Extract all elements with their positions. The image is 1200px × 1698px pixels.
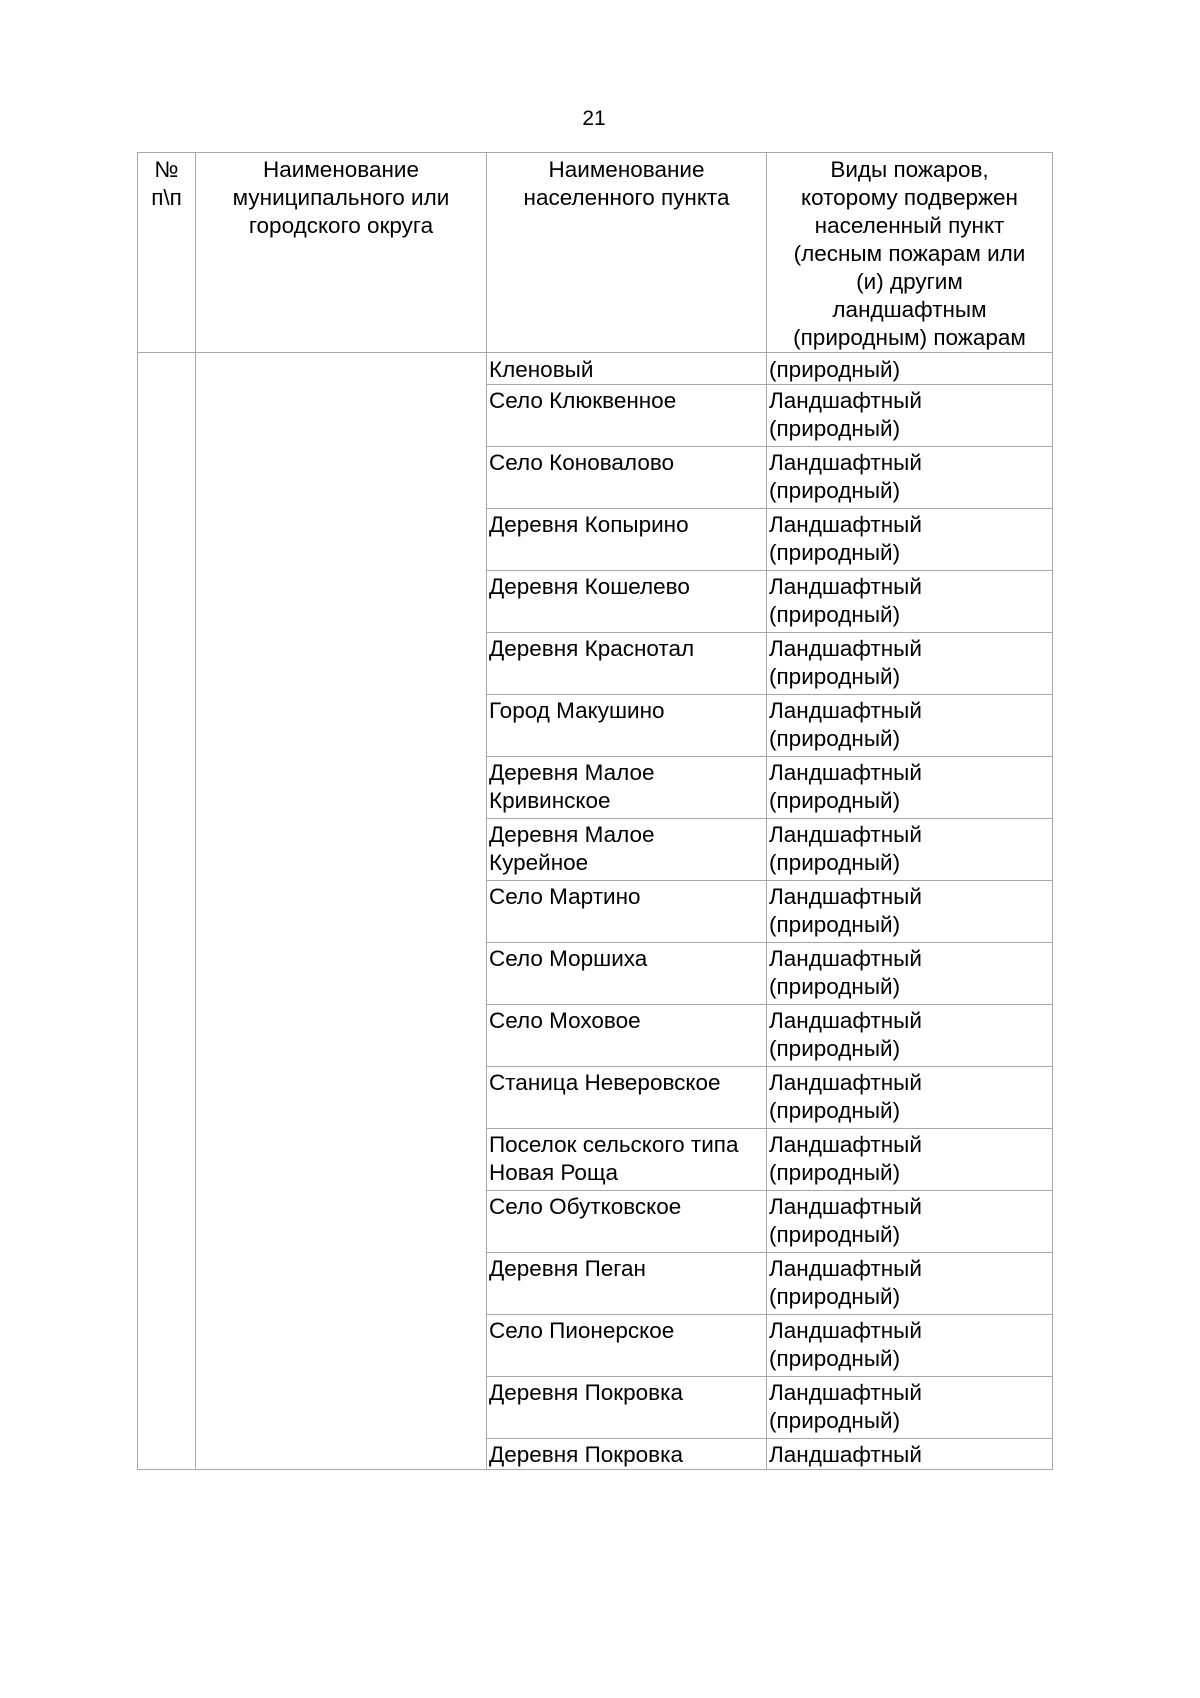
settlement-name: Деревня Покровка [489, 1442, 683, 1467]
header-line: п\п [151, 185, 182, 210]
header-fire-types [767, 153, 1053, 353]
table-header-row [138, 153, 1053, 353]
fire-type: Ландшафтный [769, 1008, 922, 1033]
fire-type-cell [767, 695, 1053, 757]
settlement-name: Село Моховое [489, 1008, 641, 1033]
header-line: городского округа [248, 213, 434, 238]
table-body [138, 353, 1053, 1470]
municipality-cell [196, 353, 487, 1470]
fire-type: Ландшафтный [769, 574, 922, 599]
fire-type-cell [767, 633, 1053, 695]
fire-type: Ландшафтный [769, 822, 922, 847]
settlement-name: Новая Роща [489, 1160, 618, 1185]
fire-type-cell [767, 509, 1053, 571]
fire-type: (природный) [769, 416, 901, 441]
fire-type: Ландшафтный [769, 450, 922, 475]
fire-type-cell [767, 1067, 1053, 1129]
fire-type: Ландшафтный [769, 1442, 922, 1467]
fire-type: Ландшафтный [769, 884, 922, 909]
fire-type: (природный) [769, 478, 901, 503]
fire-type-cell [767, 881, 1053, 943]
settlement-cell [487, 695, 767, 757]
settlement-name: Деревня Копырино [489, 512, 689, 537]
settlement-cell [487, 1315, 767, 1377]
header-line: населенный пункт [814, 213, 1005, 238]
fire-type-cell [767, 1253, 1053, 1315]
fire-type-cell [767, 757, 1053, 819]
fire-type: (природный) [769, 850, 901, 875]
fire-type: (природный) [769, 1160, 901, 1185]
fire-type-cell [767, 819, 1053, 881]
fire-type-cell [767, 385, 1053, 447]
settlement-name: Деревня Кошелево [489, 574, 690, 599]
settlement-cell [487, 385, 767, 447]
settlement-name: Деревня Пеган [489, 1256, 646, 1281]
fire-type: (природный) [769, 1408, 901, 1433]
settlement-name: Село Коновалово [489, 450, 675, 475]
settlement-cell [487, 1191, 767, 1253]
settlement-cell [487, 447, 767, 509]
settlements-table [137, 152, 1053, 1470]
fire-type: (природный) [769, 357, 901, 382]
header-line: (и) другим [856, 269, 963, 294]
settlement-name: Деревня Покровка [489, 1380, 683, 1405]
fire-type: Ландшафтный [769, 1070, 922, 1095]
header-settlement [487, 153, 767, 353]
fire-type: (природный) [769, 602, 901, 627]
header-line: (природным) пожарам [793, 325, 1026, 350]
fire-type-cell [767, 353, 1053, 385]
settlement-cell [487, 1377, 767, 1439]
settlement-name: Кривинское [489, 788, 611, 813]
header-line: которому подвержен [801, 185, 1018, 210]
settlement-cell [487, 1067, 767, 1129]
settlement-name: Город Макушино [489, 698, 665, 723]
fire-type-cell [767, 571, 1053, 633]
settlement-cell [487, 881, 767, 943]
settlement-name: Станица Неверовское [489, 1070, 721, 1095]
settlement-cell [487, 1129, 767, 1191]
settlement-name: Поселок сельского типа [489, 1132, 739, 1157]
settlement-name: Село Пионерское [489, 1318, 675, 1343]
fire-type-cell [767, 1315, 1053, 1377]
fire-type-cell [767, 1129, 1053, 1191]
fire-type: Ландшафтный [769, 636, 922, 661]
fire-type-cell [767, 943, 1053, 1005]
settlement-cell [487, 757, 767, 819]
settlement-name: Село Мартино [489, 884, 641, 909]
settlement-name: Село Обутковское [489, 1194, 682, 1219]
settlement-name: Село Клюквенное [489, 388, 677, 413]
settlement-cell [487, 353, 767, 385]
fire-type: Ландшафтный [769, 1318, 922, 1343]
header-line: муниципального или [232, 185, 450, 210]
header-line: Наименование [263, 157, 419, 182]
header-line: населенного пункта [523, 185, 730, 210]
fire-type: (природный) [769, 912, 901, 937]
settlement-name: Курейное [489, 850, 589, 875]
fire-type: Ландшафтный [769, 760, 922, 785]
settlement-cell [487, 943, 767, 1005]
fire-type: Ландшафтный [769, 512, 922, 537]
fire-type: (природный) [769, 664, 901, 689]
number-cell [138, 353, 196, 1470]
fire-type-cell [767, 1439, 1053, 1470]
settlement-cell [487, 1253, 767, 1315]
settlement-name: Деревня Краснотал [489, 636, 695, 661]
header-line: (лесным пожарам или [793, 241, 1026, 266]
fire-type: (природный) [769, 1036, 901, 1061]
fire-type-cell [767, 1005, 1053, 1067]
fire-type: (природный) [769, 788, 901, 813]
settlement-cell [487, 633, 767, 695]
header-municipality [196, 153, 487, 353]
fire-type-cell [767, 1191, 1053, 1253]
fire-type: (природный) [769, 726, 901, 751]
header-line: Наименование [548, 157, 705, 182]
fire-type: Ландшафтный [769, 1132, 922, 1157]
settlement-cell [487, 509, 767, 571]
fire-type: (природный) [769, 1098, 901, 1123]
settlement-name: Село Моршиха [489, 946, 648, 971]
fire-type: (природный) [769, 974, 901, 999]
fire-type: Ландшафтный [769, 946, 922, 971]
settlement-name: Кленовый [489, 357, 594, 382]
fire-type: Ландшафтный [769, 1194, 922, 1219]
page-number: 21 [582, 107, 606, 130]
settlement-cell [487, 819, 767, 881]
fire-type: (природный) [769, 1284, 901, 1309]
settlement-cell [487, 571, 767, 633]
fire-type: (природный) [769, 1222, 901, 1247]
header-line: Виды пожаров, [830, 157, 989, 182]
fire-type-cell [767, 1377, 1053, 1439]
header-line: № [154, 157, 179, 182]
header-line: ландшафтным [832, 297, 987, 322]
header-number [138, 153, 196, 353]
fire-type: Ландшафтный [769, 698, 922, 723]
table-row [138, 353, 1053, 385]
fire-type: Ландшафтный [769, 1380, 922, 1405]
fire-type-cell [767, 447, 1053, 509]
fire-type: (природный) [769, 1346, 901, 1371]
settlement-cell [487, 1005, 767, 1067]
settlement-name: Деревня Малое [489, 822, 655, 847]
fire-type: (природный) [769, 540, 901, 565]
fire-type: Ландшафтный [769, 388, 922, 413]
settlement-name: Деревня Малое [489, 760, 655, 785]
fire-type: Ландшафтный [769, 1256, 922, 1281]
settlement-cell [487, 1439, 767, 1470]
